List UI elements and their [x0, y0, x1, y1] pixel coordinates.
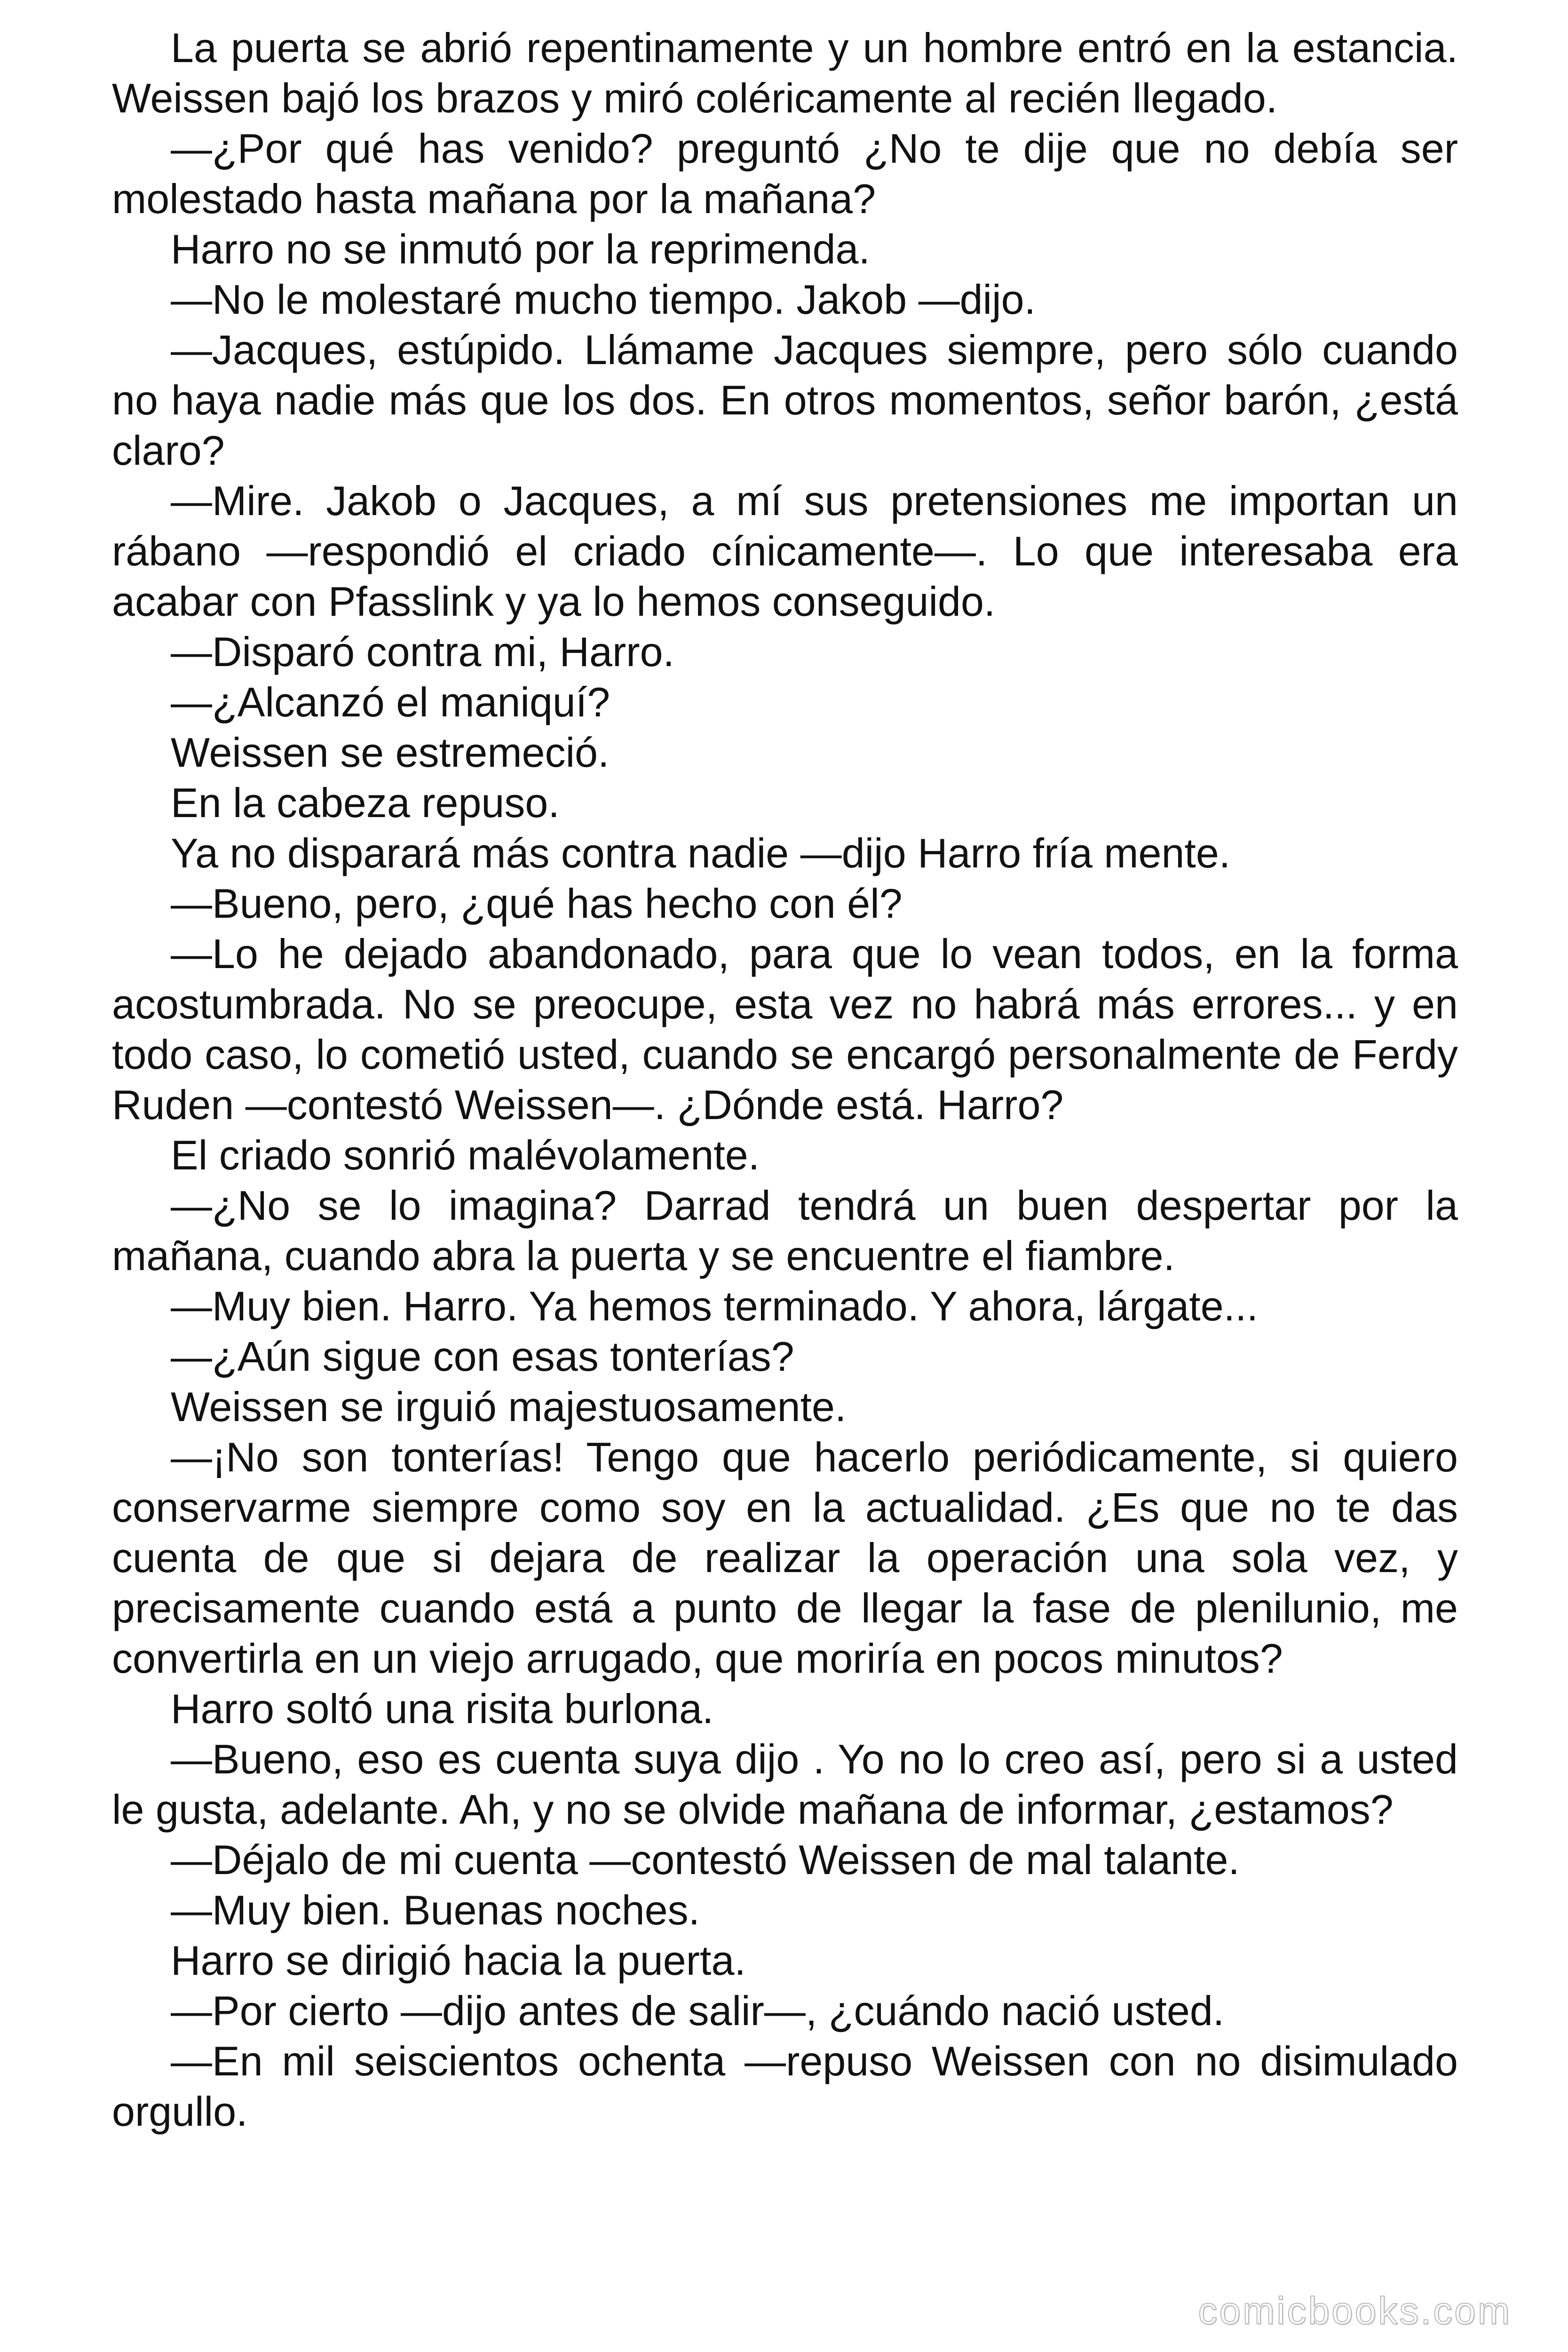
paragraph: Harro no se inmutó por la reprimenda.	[171, 226, 870, 272]
paragraph: —Lo he dejado abandonado, para que lo vean todos, en la forma acostumbrada. No se preocupe, esta vez no habrá más errores... y en todo caso, lo cometió usted, cuando se encargó personalmente de Ferdy Ruden —contestó Weissen—. ¿Dónde está. Harro?	[112, 930, 1458, 1128]
paragraph: —Por cierto —dijo antes de salir—, ¿cuándo nació usted.	[171, 1987, 1225, 2034]
paragraph: —Jacques, estúpido. Llámame Jacques siempre, pero sólo cuando no haya nadie más que los dos. En otros momentos, señor barón, ¿está claro?	[112, 326, 1458, 474]
paragraph: Harro soltó una risita burlona.	[171, 1685, 714, 1732]
site-watermark: comicbooks.com	[1198, 2289, 1512, 2332]
paragraph: Ya no disparará más contra nadie —dijo Harro fría mente.	[171, 830, 1231, 876]
paragraph: Weissen se estremeció.	[171, 729, 610, 776]
paragraph: —Disparó contra mi, Harro.	[171, 628, 674, 675]
paragraph: Harro se dirigió hacia la puerta.	[171, 1937, 746, 1984]
paragraph: —¿Por qué has venido? preguntó ¿No te dije que no debía ser molestado hasta mañana por la mañana?	[112, 125, 1458, 222]
body-text	[112, 23, 1458, 2137]
paragraph: —No le molestaré mucho tiempo. Jakob —dijo.	[171, 276, 1036, 323]
paragraph: —En mil seiscientos ochenta —repuso Weissen con no disimulado orgullo.	[112, 2038, 1458, 2135]
paragraph: —Muy bien. Harro. Ya hemos terminado. Y ahora, lárgate...	[171, 1283, 1259, 1329]
paragraph: —Bueno, eso es cuenta suya dijo . Yo no lo creo así, pero si a usted le gusta, adelante. Ah, y no se olvide mañana de informar, ¿estamos?	[112, 1736, 1458, 1833]
paragraph: —¿No se lo imagina? Darrad tendrá un buen despertar por la mañana, cuando abra la puerta y se encuentre el fiambre.	[112, 1182, 1458, 1279]
paragraph: El criado sonrió malévolamente.	[171, 1132, 760, 1178]
paragraph: Weissen se irguió majestuosamente.	[171, 1383, 847, 1430]
paragraph: La puerta se abrió repentinamente y un hombre entró en la estancia. Weissen bajó los brazos y miró coléricamente al recién llegado.	[112, 24, 1458, 121]
paragraph: —Déjalo de mi cuenta —contestó Weissen de mal talante.	[171, 1836, 1240, 1883]
paragraph: —Mire. Jakob o Jacques, a mí sus pretensiones me importan un rábano —respondió el criado cínicamente—. Lo que interesaba era acabar con Pfasslink y ya lo hemos conseguido.	[112, 477, 1458, 625]
paragraph: —Bueno, pero, ¿qué has hecho con él?	[171, 880, 903, 927]
paragraph: En la cabeza repuso.	[171, 779, 560, 826]
paragraph: —¿Aún sigue con esas tonterías?	[171, 1333, 794, 1380]
paragraph: —¿Alcanzó el maniquí?	[171, 679, 610, 725]
paragraph: —Muy bien. Buenas noches.	[171, 1887, 700, 1933]
paragraph: —¡No son tonterías! Tengo que hacerlo periódicamente, si quiero conservarme siempre como soy en la actualidad. ¿Es que no te das cuenta de que si dejara de realizar la operación una sola vez, y precisamente cuando está a punto de llegar la fase de plenilunio, me convertirla en un viejo arrugado, que moriría en pocos minutos?	[112, 1434, 1458, 1682]
